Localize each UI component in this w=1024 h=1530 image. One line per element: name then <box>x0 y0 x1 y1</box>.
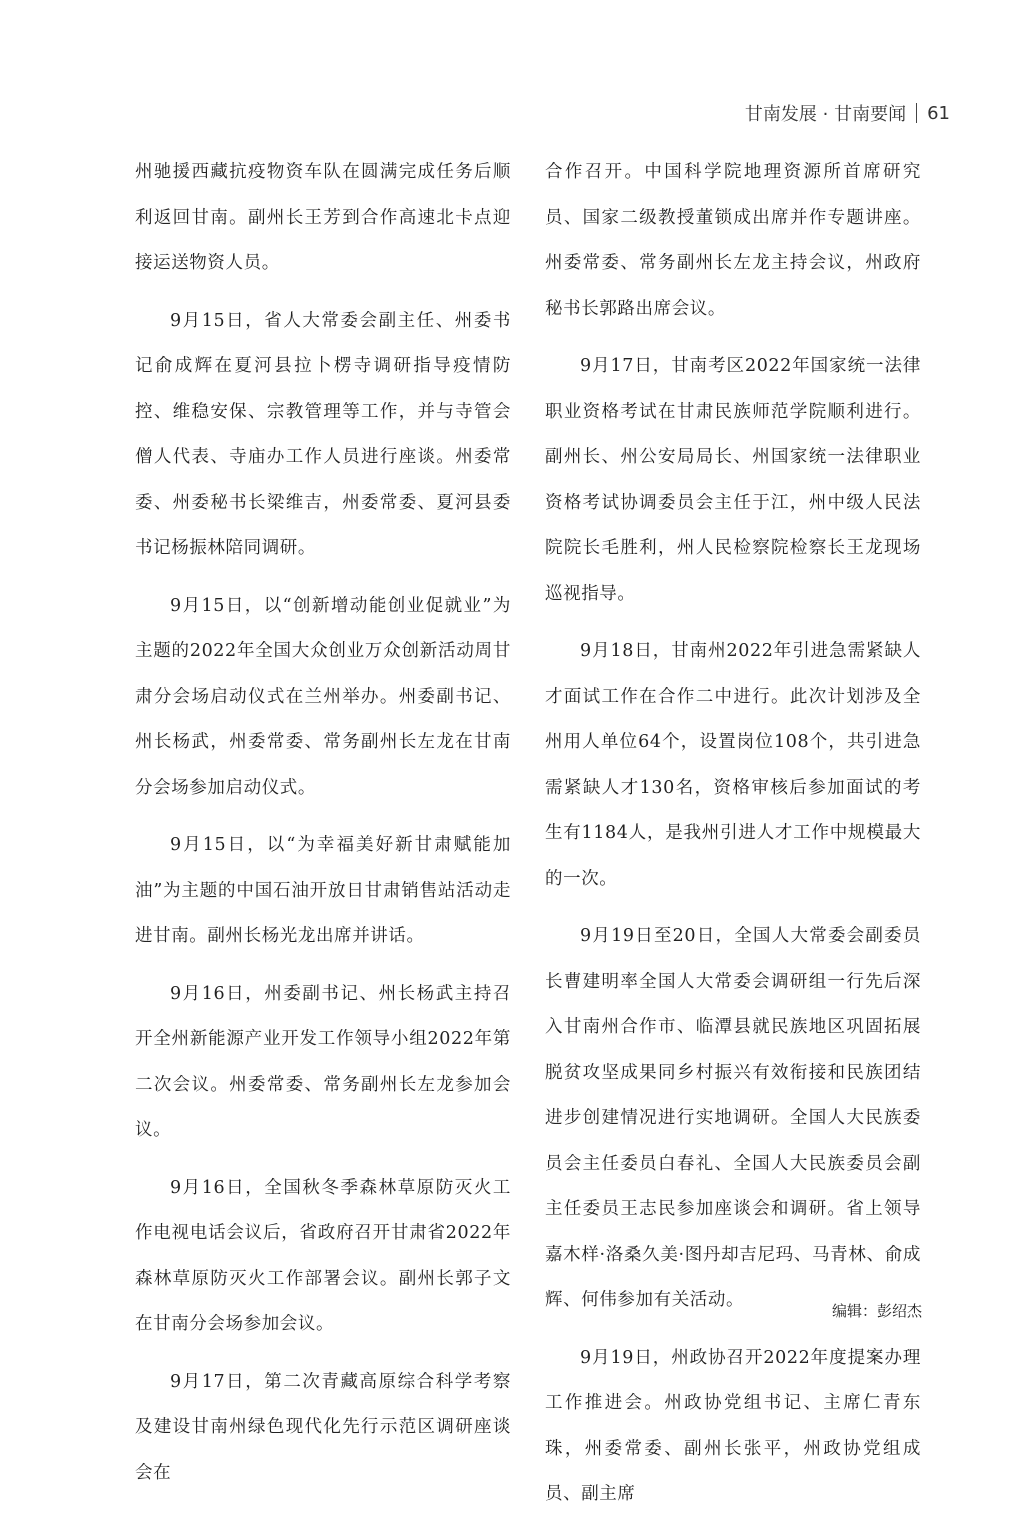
header-divider <box>916 103 917 123</box>
left-column <box>135 150 511 1508</box>
paragraph: 9月15日，省人大常委会副主任、州委书记俞成辉在夏河县拉卜楞寺调研指导疫情防控、维稳安保、宗教管理等工作，并与寺管会僧人代表、寺庙办工作人员进行座谈。州委常委、州委秘书长梁维吉，州委常委、夏河县委书记杨振林陪同调研。 <box>135 310 511 558</box>
paragraph: 9月16日，州委副书记、州长杨武主持召开全州新能源产业开发工作领导小组2022年第二次会议。州委常委、常务副州长左龙参加会议。 <box>135 983 511 1140</box>
paragraph: 合作召开。中国科学院地理资源所首席研究员、国家二级教授董锁成出席并作专题讲座。州委常委、常务副州长左龙主持会议，州政府秘书长郭路出席会议。 <box>545 162 921 319</box>
paragraph: 9月17日，第二次青藏高原综合科学考察及建设甘南州绿色现代化先行示范区调研座谈会在 <box>135 1371 511 1483</box>
paragraph: 9月19日，州政协召开2022年度提案办理工作推进会。州政协党组书记、主席仁青东珠，州委常委、副州长张平，州政协党组成员、副主席 <box>545 1347 921 1504</box>
paragraph: 9月19日至20日，全国人大常委会副委员长曹建明率全国人大常委会调研组一行先后深入甘南州合作市、临潭县就民族地区巩固拓展脱贫攻坚成果同乡村振兴有效衔接和民族团结进步创建情况进行实地调研。全国人大民族委员会主任委员白春礼、全国人大民族委员会副主任委员王志民参加座谈会和调研。省上领导嘉木样·洛桑久美·图丹却吉尼玛、马青林、俞成辉、何伟参加有关活动。 <box>545 926 921 1310</box>
paragraph: 9月17日，甘南考区2022年国家统一法律职业资格考试在甘肃民族师范学院顺利进行。副州长、州公安局局长、州国家统一法律职业资格考试协调委员会主任于江，州中级人民法院院长毛胜利，州人民检察院检察长王龙现场巡视指导。 <box>545 356 921 604</box>
paragraph: 州驰援西藏抗疫物资车队在圆满完成任务后顺利返回甘南。副州长王芳到合作高速北卡点迎接运送物资人员。 <box>135 162 511 273</box>
paragraph: 9月15日，以“为幸福美好新甘肃赋能加油”为主题的中国石油开放日甘肃销售站活动走进甘南。副州长杨光龙出席并讲话。 <box>135 835 511 946</box>
paragraph: 9月16日，全国秋冬季森林草原防灭火工作电视电话会议后，省政府召开甘肃省2022年森林草原防灭火工作部署会议。副州长郭子文在甘南分会场参加会议。 <box>135 1177 511 1334</box>
editor-credit: 编辑：彭绍杰 <box>831 1302 922 1320</box>
running-header <box>745 100 950 126</box>
paragraph: 9月15日，以“创新增动能创业促就业”为主题的2022年全国大众创业万众创新活动周甘肃分会场启动仪式在兰州举办。州委副书记、州长杨武，州委常委、常务副州长左龙在甘南分会场参加启动仪式。 <box>135 595 511 798</box>
page-number: 61 <box>927 102 950 124</box>
paragraph: 9月18日，甘南州2022年引进急需紧缺人才面试工作在合作二中进行。此次计划涉及全州用人单位64个，设置岗位108个，共引进急需紧缺人才130名，资格审核后参加面试的考生有1184人，是我州引进人才工作中规模最大的一次。 <box>545 641 921 889</box>
right-column <box>545 150 921 1530</box>
section-title: 甘南发展 · 甘南要闻 <box>744 104 907 125</box>
